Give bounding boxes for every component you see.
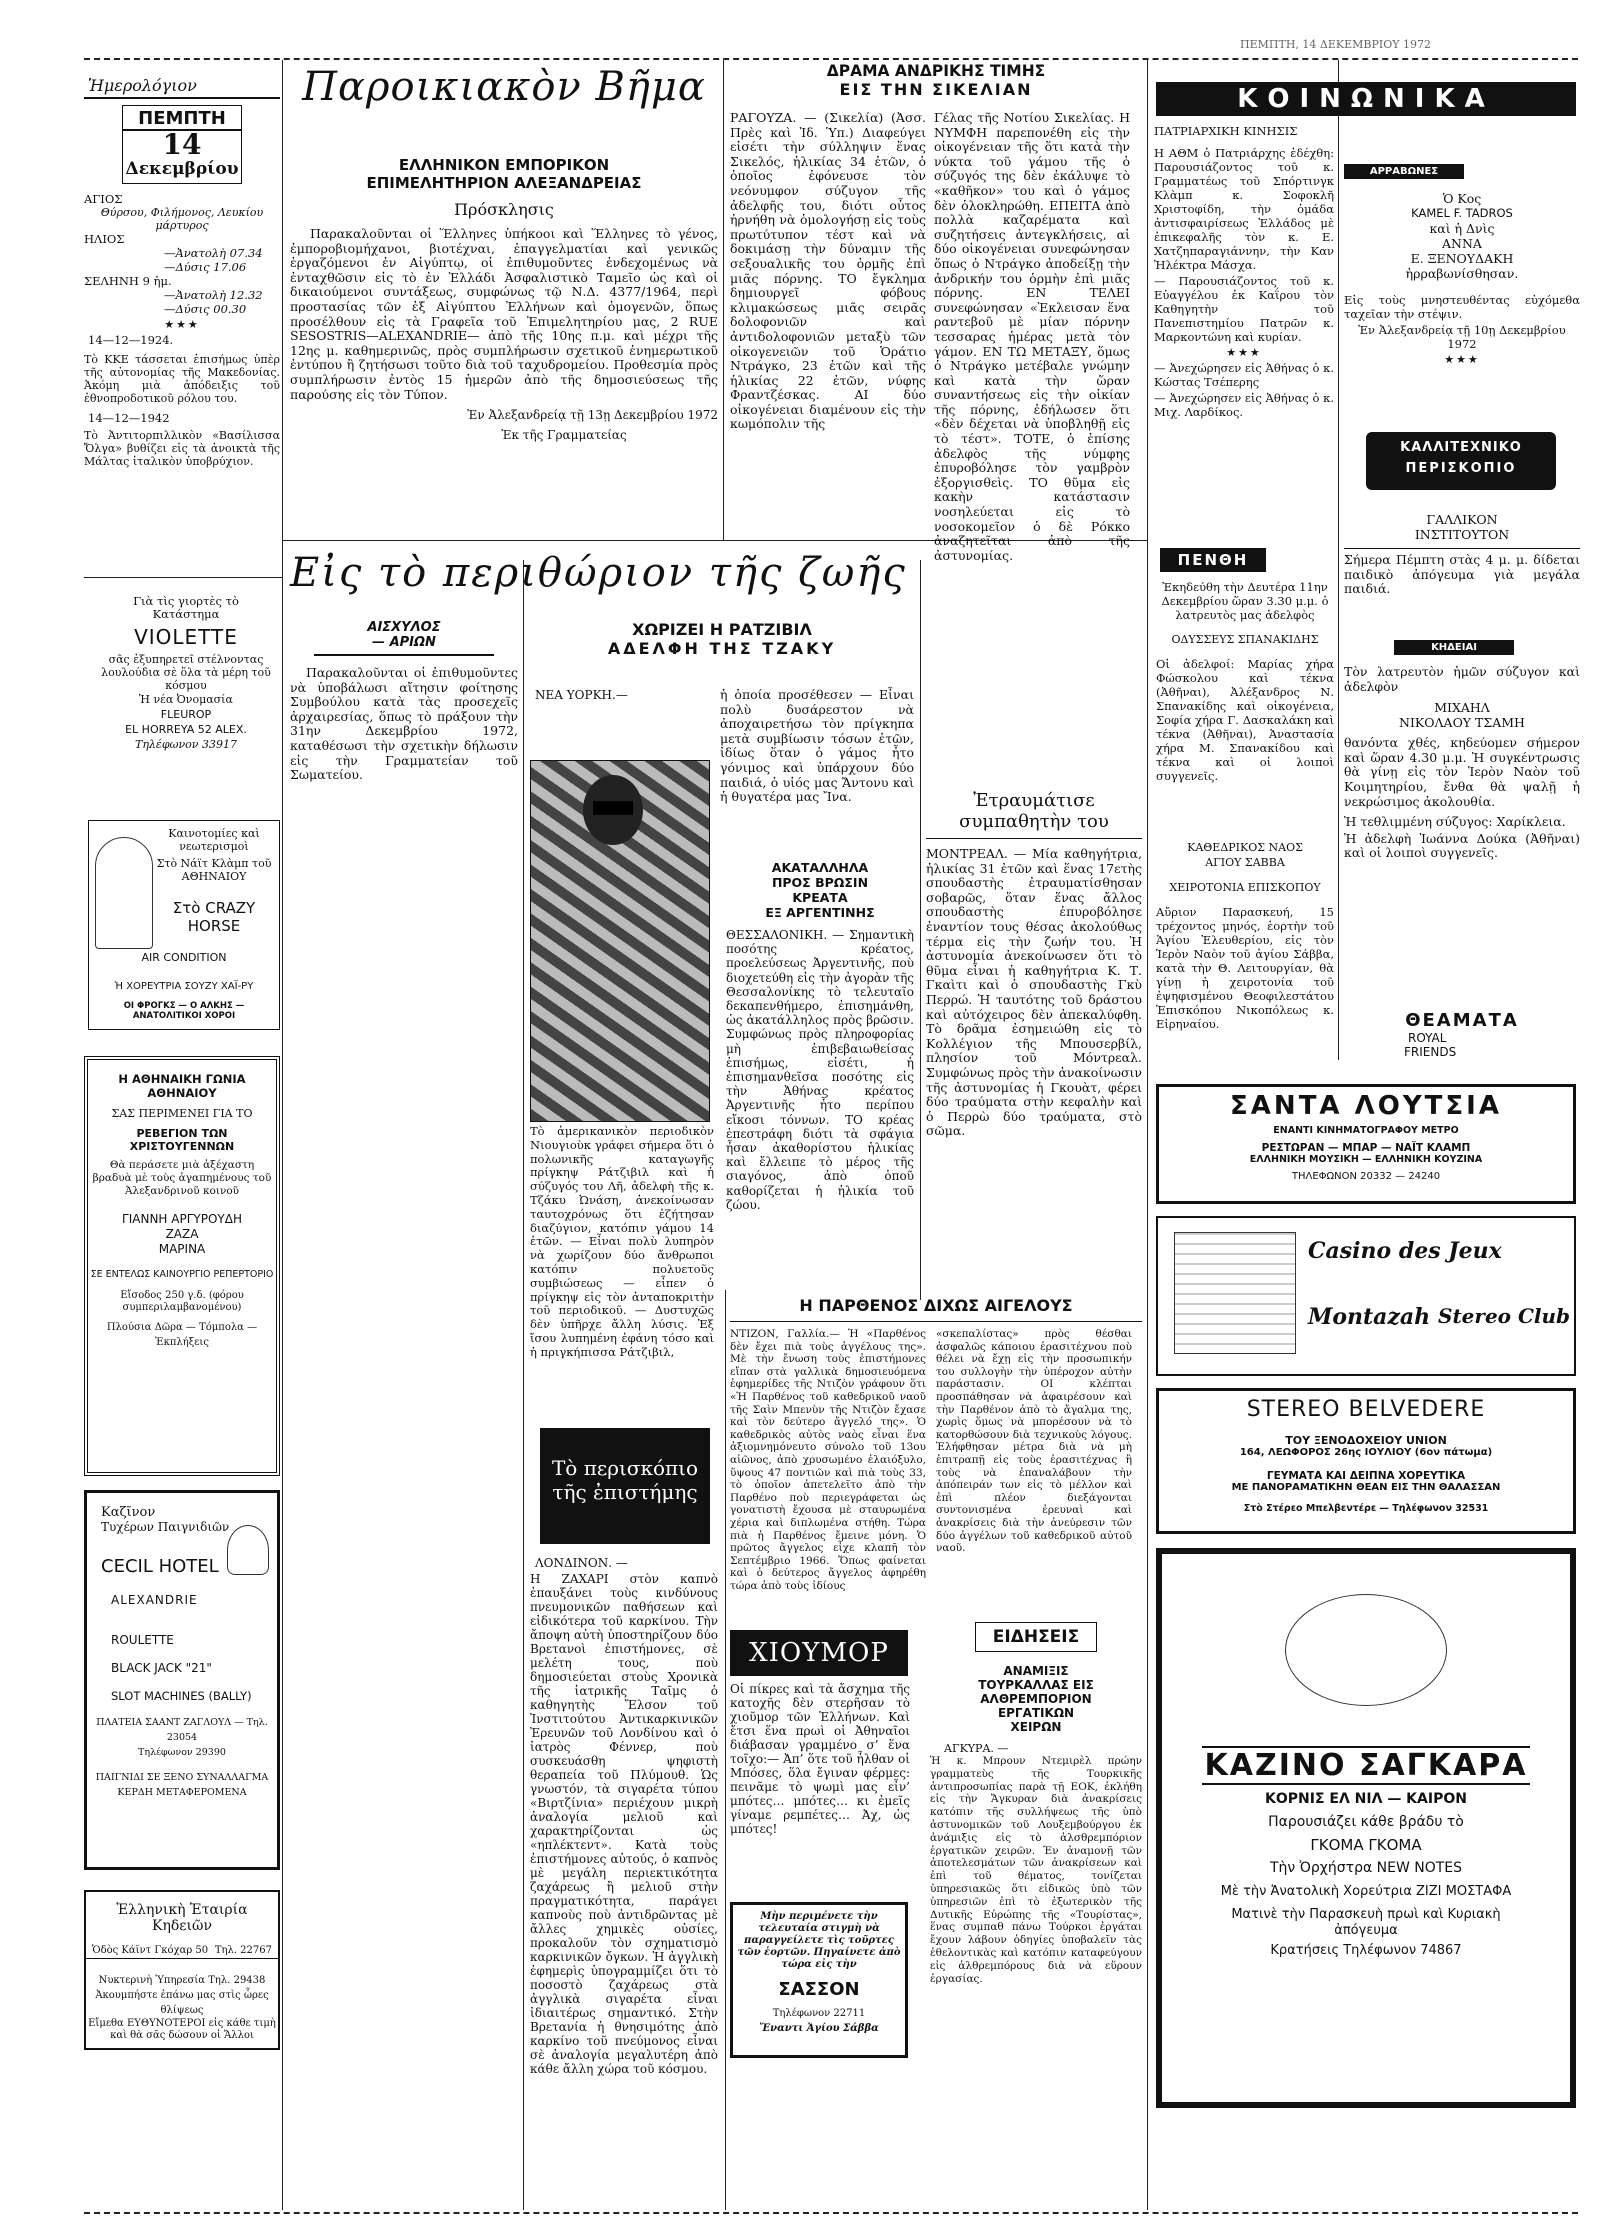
belvedere-l5: Στὸ Στέρεο Μπελβεντέρε — Τηλέφωνον 32531 bbox=[1243, 1503, 1489, 1514]
penthi-p2: Οἱ ἀδελφοί: Μαρίας χήρα Φώσκολου καὶ τέκνα (Ἀθῆναι), Ἀλέξανδρος Ν. Σπανακίδης καὶ οἰκογένεια, Σοφία χήρα Γ. Δασκαλάκη καὶ τέκνα (Ἀθῆναι), Ἀναστασία χήρα Μ. Σπανακίδου καὶ τέκνα καὶ οἱ λοιποὶ συγγενεῖς. bbox=[1156, 657, 1334, 783]
paroikiakon-date: Ἐν Ἀλεξανδρείᾳ τῇ 13ῃ Δεκεμβρίου 1972 bbox=[467, 408, 718, 423]
calendar-text1: Τὸ ΚΚΕ τάσσεται ἐπισήμως ὑπὲρ τῆς αὐτονομίας τῆς Μακεδονίας. Ἀκόμη μιὰ ἀπόδειξις τοῦ ἐθνοπροδοτικοῦ ρόλου του. bbox=[84, 353, 280, 405]
moon-rise: —Ἀνατολὴ 12.32 bbox=[164, 288, 263, 302]
savvas-h1: ΚΑΘΕΔΡΙΚΟΣ ΝΑΟΣ bbox=[1187, 841, 1303, 854]
saint-text: Θύρσου, Φιλήμονος, Λευκίου μάρτυρος bbox=[100, 206, 264, 232]
violette-ad bbox=[96, 595, 276, 795]
calendar-weekday: ΠΕΜΠΤΗ bbox=[123, 108, 241, 131]
arravones-stars: ★★★ bbox=[1444, 353, 1480, 366]
santa-lucia-ad bbox=[1156, 1084, 1576, 1204]
crazy-l3: AIR CONDITION bbox=[141, 951, 227, 964]
arravones-l1: Ὁ Κος bbox=[1442, 191, 1482, 206]
athinaiki-l8: Εἴσοδος 250 γ.δ. (φόρου συμπεριλαμβανομένου) bbox=[120, 1290, 244, 1313]
cecil-l3: CECIL HOTEL bbox=[101, 1556, 219, 1577]
cecil-l11: ΚΕΡΔΗ ΜΕΤΑΦΕΡΟΜΕΝΑ bbox=[117, 1787, 247, 1798]
kideiai-body: θανόντα χθές, κηδεύομεν σήμερον καὶ ὥραν 4.30 μ.μ. Ἡ συγκέντρωσις θὰ γίνῃ εἰς τὸν Ἱερὸν Ναὸν τοῦ Κοιμητηρίου, ἔνθα θὰ ψαλῇ ἡ νεκρώσιμος ἀκολουθία. bbox=[1344, 735, 1580, 809]
kideiai-l1: Τὸν λατρευτὸν ἡμῶν σύζυγον καὶ ἀδελφὸν bbox=[1344, 664, 1580, 694]
horse-illustration bbox=[95, 837, 153, 949]
periskopio-l2: τῆς ἐπιστήμης bbox=[552, 1480, 698, 1504]
etraumatise-article bbox=[926, 790, 1142, 1290]
sasson-l2: Τηλέφωνον 22711 bbox=[772, 2008, 866, 2019]
periskopio-l1: Τὸ περισκόπιο bbox=[551, 1456, 699, 1480]
arravones-l3: καὶ ἡ Δνὶς bbox=[1429, 221, 1495, 236]
theamata-l2: FRIENDS bbox=[1404, 1045, 1457, 1059]
crazy-name: Στὸ CRAZY HORSE bbox=[172, 899, 256, 935]
arravones-l8: Ἐν Ἀλεξανδρείᾳ τῇ 10ῃ Δεκεμβρίου 1972 bbox=[1358, 323, 1566, 351]
periskopio-box bbox=[540, 1428, 710, 1544]
radziwill-h2: ΑΔΕΛΦΗ ΤΗΣ ΤΖΑΚΥ bbox=[607, 639, 837, 658]
kallitexniko-l3: ΓΑΛΛΙΚΟΝ bbox=[1426, 512, 1498, 527]
arravones-col bbox=[1344, 164, 1580, 464]
athinaiki-title: Η ΑΘΗΝΑΙΚΗ ΓΩΝΙΑ ΑΘΗΝΑΙΟΥ bbox=[118, 1072, 246, 1100]
arravones-l4: ΑΝΝΑ bbox=[1442, 236, 1482, 251]
kideiai-l3: Ἡ ἀδελφὴ Ἰωάννα Δούκα (Ἀθῆναι) καὶ οἱ λοιποὶ συγγενεῖς. bbox=[1344, 830, 1580, 861]
parthenos-title: Η ΠΑΡΘΕΝΟΣ ΔΙΧΩΣ ΑΙΓΕΛΟΥΣ bbox=[730, 1296, 1142, 1322]
sagkara-l1: ΚΟΡΝΙΣ ΕΛ ΝΙΛ — ΚΑΙΡΟΝ bbox=[1265, 1791, 1467, 1807]
penthi-col bbox=[1156, 580, 1334, 820]
violette-l2: σᾶς ἐξυπηρετεῖ στέλνοντας λουλούδια σὲ ὅλα τὰ μέρη τοῦ κόσμου bbox=[101, 653, 271, 692]
violette-l6: Τηλέφωνον 33917 bbox=[135, 738, 237, 751]
belvedere-l1: ΤΟΥ ΞΕΝΟΔΟΧΕΙΟΥ UNION bbox=[1285, 1434, 1447, 1447]
athinaiki-l3: Θὰ περάσετε μιὰ ἀξέχαστη βραδυὰ μὲ τοὺς ἀγαπημένους τοῦ Ἀλεξανδρινοῦ κοινοῦ bbox=[92, 1159, 272, 1197]
crazy-horse-ad bbox=[88, 820, 280, 1030]
violette-l5: EL HORREYA 52 ALEX. bbox=[125, 723, 247, 736]
athinaiki-ad bbox=[84, 1056, 280, 1476]
kallitexniko-body: Σήμερα Πέμπτη στὰς 4 μ. μ. δίδεται παιδικὸ ἀπόγευμα γιὰ μεγάλα παιδιά. bbox=[1344, 552, 1580, 597]
belvedere-ad bbox=[1156, 1388, 1576, 1534]
belvedere-l2: 164, ΛΕΩΦΟΡΟΣ 26ης ΙΟΥΛΙΟΥ (6ον πάτωμα) bbox=[1239, 1447, 1493, 1458]
athinaiki-l6: ΜΑΡΙΝΑ bbox=[158, 1242, 206, 1256]
aischylos-article bbox=[290, 620, 518, 810]
aischylos-body: Παρακαλοῦνται οἱ ἐπιθυμοῦντες νὰ ὑποβάλωσι αἴτησιν φοίτησης Συμβούλου κατὰ τὰς προσεχεῖς ἀρχαιρεσίας, ὅπως τὸ πράξουν τὴν 31ην Δεκεμβρίου 1972, καταθέσωσι τὴν σχετικὴν δήλωσιν εἰς τὴν Γραμματείαν τοῦ Σωματείου. bbox=[290, 665, 518, 783]
cecil-l1: Καζῖνον bbox=[101, 1505, 156, 1520]
paroikiakon-h2: ΕΠΙΜΕΛΗΤΗΡΙΟΝ ΑΛΕΞΑΝΔΡΕΙΑΣ bbox=[366, 174, 642, 192]
sun-rise: —Ἀνατολὴ 07.34 bbox=[164, 246, 263, 260]
koinonika-p1: Η ΑΘΜ ὁ Πατριάρχης ἐδέχθη: Παρουσιάζοντος τοῦ κ. Γραμματέως τοῦ Σπόρτινγκ Κλὰμπ κ. Σοφοκλῆ Χριστοφίδη, τὴν ὁμάδα ἀντισφαιρίσεως Ἑλλάδος μὲ ἐπικεφαλῆς τὸν κ. Ε. Χατζηπαραγιάννην, τὴν Καν Ἠλέκτρα Μάσχα. bbox=[1154, 146, 1334, 272]
flower-emblem-icon bbox=[227, 1525, 269, 1575]
sagkara-l3: ΓΚΟΜΑ ΓΚΟΜΑ bbox=[1310, 1836, 1422, 1854]
saint-label: ΑΓΙΟΣ bbox=[84, 192, 123, 206]
kreata-h3: ΚΡΕΑΤΑ bbox=[792, 890, 848, 905]
crazy-l5: ΟΙ ΦΡΟΓΚΣ — Ο ΑΛΚΗΣ — ΑΝΑΤΟΛΙΤΙΚΟΙ ΧΟΡΟΙ bbox=[123, 1001, 245, 1021]
periskopio-body: Η ΖΑΧΑΡΙ στὸν καπνὸ ἐπαυξάνει τοὺς κινδύνους πνευμονικῶν παθήσεων καὶ εἰδικότερα τοῦ καρκίνου. Τὴν ἄποψη αὐτὴ ὑποστηρίζουν δύο Βρετανοὶ ἐπιστήμονες, σὲ μελέτη τους, ποὺ δημοσιεύεται στοὺς Χρονικὰ τῆς ἰατρικῆς Ταῖμς ὁ καθηγητὴς Ἔλσον τοῦ Ἰνστιτούτου Ἀντικαρκινικῶν Ἐρευνῶν τοῦ Λονδίνου καὶ ὁ ἰατρὸς Φέννερ, ποὺ συσκευάσθη ψηφιστὴ θεραπεία τοῦ Πλύμουθ. Ὡς γνωστόν, τὰ σιγαρέτα τύπου «Βιρτζίνια» περιέχουν μικρὴ ἀναλογία μελιοῦ καὶ χαρακτηρίζονται ὡς «ηπλέκτεντ». Κατὰ τοὺς ἐπιστήμονες αὐτούς, ὁ καπνὸς μὲ μεγάλη περιεκτικότητα ζαχάρεως ἢ μελιοῦ στὴν πραγματικότητα, παράγει καπνοὺς ποὺ ἀντιδρῶντας μὲ ἄλλες χημικὲς οὐσίες, προκαλοῦν τὸν σχηματισμὸ καρκινικῶν ὄγκων. Ἡ ἀγγλικὴ ἐφημερὶς ὑπογραμμίζει ὅτι τὸ ποσοστὸ ζαχάρεως στὰ ἀγγλικὰ σιγαρέτα εἶναι ἰδιαιτέρως σημαντικό. Στὴν Βρετανία ἡ θνησιμότης ἀπὸ καρκίνο τοῦ πνεύμονος εἶναι σὲ ἀναλογία μεγαλυτέρη ἀπὸ κάθε ἄλλη χώρα τοῦ κόσμου. bbox=[530, 1572, 718, 2076]
paroikiakon-h1: ΕΛΛΗΝΙΚΟΝ ΕΜΠΟΡΙΚΟΝ bbox=[398, 156, 610, 174]
humor-title: ΧΙΟΥΜΟΡ bbox=[730, 1630, 908, 1676]
sasson-name: ΣΑΣΣΟΝ bbox=[778, 1979, 860, 2000]
belvedere-l3: ΓΕΥΜΑΤΑ ΚΑΙ ΔΕΙΠΝΑ ΧΟΡΕΥΤΙΚΑ bbox=[1266, 1470, 1466, 1482]
athinaiki-l9: Πλούσια Δῶρα — Τόμπολα — Ἐκπλήξεις bbox=[106, 1322, 258, 1348]
stars-divider: ★★★ bbox=[164, 318, 200, 331]
kideion-tel: Τηλ. 22767 bbox=[214, 1945, 272, 1956]
kideiai-l2: Ἡ τεθλιμμένη σύζυγος: Χαρίκλεια. bbox=[1344, 814, 1566, 830]
cecil-l10: ΠΑΙΓΝΙΔΙ ΣΕ ΞΕΝΟ ΣΥΝΑΛΛΑΓΜΑ bbox=[95, 1772, 269, 1783]
humor-body: Οἱ πίκρες καὶ τὰ ἄσχημα τῆς κατοχῆς δὲν στερῆσαν τὸ χιοῦμορ τῶν Ἑλλήνων. Καὶ ἔτσι ἕνα πρωὶ οἱ Ἀθηναῖοι διάβασαν γραμμένο σ’ ἕνα τοῖχο:— Ἀπ’ ὅτε τοῦ ἦλθαν οἱ Μπόσες, ὅλα ἔγιναν φέρμες: πεινᾶμε τὸ ψωμὶ μας εἶν’ μπότες… μπότες… κι ἐμεῖς γίναμε ρεμπέτες… Ἀχ, ὡς μπότες! bbox=[730, 1682, 910, 1836]
sagkara-l7: Κρατήσεις Τηλέφωνον 74867 bbox=[1270, 1943, 1462, 1958]
calendar-header: Ἡμερολόγιον bbox=[84, 62, 280, 99]
cecil-l5: ROULETTE bbox=[111, 1633, 174, 1647]
casino-jeux-ad bbox=[1156, 1216, 1576, 1376]
arravones-l2: KAMEL F. TADROS bbox=[1411, 206, 1513, 220]
santa-l2: ΡΕΣΤΩΡΑΝ — ΜΠΑΡ — ΝΑΪΤ ΚΛΑΜΠ bbox=[1261, 1142, 1471, 1154]
violette-name: VIOLETTE bbox=[134, 625, 238, 649]
koinonika-h1: ΠΑΤΡΙΑΡΧΙΚΗ ΚΙΝΗΣΙΣ bbox=[1154, 124, 1298, 138]
radziwill-h1: ΧΩΡΙΖΕΙ Η ΡΑΤΖΙΒΙΛ bbox=[632, 620, 812, 639]
koinonika-stars: ★★★ bbox=[1226, 346, 1262, 359]
athinaiki-l5: ΖΑΖΑ bbox=[165, 1227, 199, 1241]
parthenos-article bbox=[730, 1296, 1142, 1592]
sagkara-title: ΚΑΖΙΝΟ ΣΑΓΚΑΡΑ bbox=[1202, 1746, 1530, 1785]
koinonika-p3: — Ἀνεχώρησεν εἰς Ἀθήνας ὁ κ. Κώστας Τσέπερης bbox=[1154, 361, 1334, 389]
savvas-h2: ΑΓΙΟΥ ΣΑΒΒΑ bbox=[1205, 856, 1285, 869]
calendar-month: Δεκεμβρίου bbox=[125, 159, 239, 179]
kideion-l1: Νυκτερινὴ Ὑπηρεσία Τηλ. 29438 bbox=[98, 1975, 266, 1986]
violette-l3: Ἡ νέα Ὀνομασία bbox=[139, 693, 233, 706]
penthi-name: ΟΔΥΣΣΕΥΣ ΣΠΑΝΑΚΙΔΗΣ bbox=[1171, 633, 1319, 646]
radziwill-photo bbox=[530, 760, 710, 1122]
eidiseis-dateline: ΑΓΚΥΡΑ. — bbox=[944, 1742, 1009, 1755]
eidiseis-h1: ΑΝΑΜΙΞΙΣ bbox=[1003, 1664, 1069, 1678]
koinonika-p4: — Ἀνεχώρησεν εἰς Ἀθήνας ὁ κ. Μιχ. Λαρδίκος. bbox=[1154, 391, 1334, 419]
theamata-title: ΘΕΑΜΑΤΑ bbox=[1405, 1010, 1519, 1031]
kallitexniko-banner bbox=[1366, 432, 1556, 490]
paroikiakon-section bbox=[290, 64, 718, 538]
crazy-l2: Στὸ Νάϊτ Κλὰμπ τοῦ ΑΘΗΝΑΙΟΥ bbox=[156, 857, 272, 883]
kreata-body: ΘΕΣΣΑΛΟΝΙΚΗ. — Σημαντικὴ ποσότης κρέατος, προελεύσεως Ἀργεντινῆς, ποὺ διοχετεύθη εἰς τὴν ἀγορὰν τῆς Θεσσαλονίκης τὸ τελευταῖο δεκαπενθήμερο, ἐπισημάνθη, ὡς ἀκατάλληλος πρὸς βρῶσιν. Συμφώνως πρὸς πληροφορίας μὴ ἐπιβεβαιωθείσας ἐπισήμως, εἰσέτι, ἡ ἐπισημανθεῖσα ποσότης εἰς τὴν Ἀθήνας κρέατος Ἀργεντινῆς ἦτο περίπου εἴκοσι τόννων. ΤΟ κρέας ἐπεστράφη διότι τὰ σφάγια ἦσαν ἀκαθορίστου ἡλικίας καὶ ἔλλειπε τὸ μέρος τῆς σιαγόνος, ἀπὸ ὁποῦ καθορίζεται ἡ ἡλικία τοῦ ζώου. bbox=[726, 928, 914, 1212]
cecil-ad bbox=[84, 1490, 280, 1870]
kreata-h4: ΕΞ ΑΡΓΕΝΤΙΝΗΣ bbox=[765, 905, 875, 920]
radziwill-right: ἡ ὁποία προσέθεσεν — Εἶναι πολὺ δυσάρεστον νὰ ἀποχαιρετήσω τὸν πρίγκηπα μετὰ συμβίωσιν τόσων ἐτῶν, ἰδίως ὅταν ὁ γάμος ἦτο γόνιμος καὶ ὑπάρχουν δύο παιδιά, ὁ υἱός μας Ἄντονυ καὶ ἡ θυγατέρα μας Ἴνα. bbox=[720, 687, 914, 805]
paroikiakon-h3: Πρόσκλησις bbox=[454, 200, 554, 219]
periodorio-title: Εἰς τὸ περιθώριον τῆς ζωῆς bbox=[290, 550, 907, 596]
athinaiki-l4: ΓΙΑΝΝΗ ΑΡΓΥΡΟΥΔΗ bbox=[122, 1212, 242, 1226]
moon-set: —Δύσις 00.30 bbox=[164, 302, 247, 316]
sasson-l3: Ἔναντι Ἁγίου Σάββα bbox=[759, 2023, 879, 2034]
sagkara-logo-icon bbox=[1285, 1594, 1447, 1706]
koinonika-col bbox=[1154, 124, 1334, 544]
eidiseis-h5: ΧΕΙΡΩΝ bbox=[1010, 1720, 1062, 1734]
paroikiakon-title: Παροικιακὸν Βῆμα bbox=[302, 64, 706, 110]
kallitexniko-l1: ΚΑΛΛΙΤΕΧΝΙΚΟ bbox=[1400, 440, 1522, 455]
palace-illustration bbox=[1174, 1232, 1296, 1354]
cecil-l2: Τυχέρων Παιγνιδιῶν bbox=[101, 1520, 230, 1534]
kideiai-name2: ΝΙΚΟΛΑΟΥ ΤΣΑΜΗ bbox=[1399, 715, 1525, 731]
etraumatise-body: ΜΟΝΤΡΕΑΛ. — Μία καθηγήτρια, ἡλικίας 31 ἐτῶν καὶ ἕνας 17ετὴς σπουδαστὴς ἐτραυματίσθησαν σοβαρῶς, ὅταν ἕνας ἄλλος σπουδαστὴς ἐπυροβόλησε ἐναντίον τους θέσας ἀκολούθως τέρμα εἰς τὴν ζωήν του. Ἡ ἀστυνομία ἀνεκοίνωσεν ὅτι τὸ θῦμα εἶναι ἡ καθηγήτρια Κ. Τ. Γκαὶτι καὶ ὁ σπουδαστὴς Γκὺ Περρώ. Ἡ ταυτότης τοῦ δράστου καὶ αὐτόχειρος δὲν ἀπεκαλύφθη. Τὸ δρᾶμα ἐσημειώθη εἰς τὸ Κολλέγιον τῆς Μπουσερβίλ, πλησίον τοῦ Μόντρεαλ. Συμφώνως πρὸς τὴν ἀνακοίνωσιν τῆς ἀστυνομίας ἡ Γκουὰτ, φέρει δύο τραύματα στὴν κεφαλὴν καὶ ὁ Περρὼ δύο τραύματα, στὸ σῶμα. bbox=[926, 846, 1142, 1139]
calendar bbox=[84, 62, 280, 572]
arravones-l5: Ε. ΞΕΝΟΥΔΑΚΗ bbox=[1410, 251, 1514, 266]
santa-title: ΣΑΝΤΑ ΛΟΥΤΣΙΑ bbox=[1230, 1091, 1502, 1121]
santa-l1: ΕΝΑΝΤΙ ΚΙΝΗΜΑΤΟΓΡΑΦΟΥ ΜΕΤΡΟ bbox=[1273, 1125, 1459, 1136]
sagkara-ad bbox=[1156, 1548, 1576, 2108]
moon-label: ΣΕΛΗΝΗ 9 ἡμ. bbox=[84, 274, 172, 288]
koinonika-title: ΚΟΙΝΩΝΙΚΑ bbox=[1156, 82, 1576, 116]
drama-h1: ΔΡΑΜΑ ΑΝΔΡΙΚΗΣ ΤΙΜΗΣ bbox=[826, 62, 1046, 80]
theamata-l1: ROYAL bbox=[1408, 1031, 1447, 1045]
theamata-col bbox=[1344, 1010, 1580, 1090]
eidiseis-h3: ΑΛΘΡΕΜΠΟΡΙΟΝ bbox=[980, 1692, 1092, 1706]
kreata-article bbox=[726, 860, 914, 1280]
belvedere-l4: ΜΕ ΠΑΝΟΡΑΜΑΤΙΚΗΝ ΘΕΑΝ ΕΙΣ ΤΗΝ ΘΑΛΑΣΣΑΝ bbox=[1231, 1482, 1501, 1493]
sun-label: ΗΛΙΟΣ bbox=[84, 232, 125, 246]
sasson-l1: Μὴν περιμένετε τὴν τελευταία στιγμὴ νὰ παραγγείλετε τὶς τοῦρτες τῶν ἑορτῶν. Πηγαίνετε ἀπὸ τώρα εἰς τὴν bbox=[737, 1911, 901, 1970]
kreata-h2: ΠΡΟΣ ΒΡΩΣΙΝ bbox=[771, 875, 869, 890]
sagkara-l5: Μὲ τὴν Ἀνατολικὴ Χορεύτρια ΖΙΖΙ ΜΟΣΤΑΦΑ bbox=[1220, 1884, 1512, 1899]
eidiseis-title: ΕΙΔΗΣΕΙΣ bbox=[975, 1622, 1097, 1652]
parthenos-left: ΝΤΙΖΟΝ, Γαλλία.— Ἡ «Παρθένος δὲν ἔχει πιὰ τοὺς ἀγγέλους της». Μὲ τὴν ἔνωση τοὺς ἐπιστήμονες εἴπαν στὰ γαλλικὰ δημοσιευόμενα ἐφημερίδες τῆς Ντιζὸν γράφουν ὅτι «Ἡ Παρθένος τοῦ καθεδρικοῦ ναοῦ τῆς Σαὶν Μπενὺν τῆς Ντιζὸν ἔχασε καὶ τὸν δεύτερο ἄγγελό της». Ὁ καθεδρικὸς αὐτὸς ναὸς εἶναι ἕνα ἀξιομνημόνευτο σύνολο τοῦ 13ου αἰῶνος, ἀπὸ χρυσωμένο ἐλαιόξυλο, ὕψους 47 ποντιῶν καὶ πιὰ τοὺς 33, τὸ ὁποῖον ἀπετελεῖτο ἀπὸ τὴν Παρθένο ποὺ περιεγράφεται ὡς γονατιστὴ ἔχουσα μὲ σταυρωμένα χέρια καὶ διπλωμένα στήθη. Τώρα πιὰ ἡ Παρθένος ἔμεινε μόνη. Ὁ πρῶτος ἄγγελος εἶχε κλαπῆ τὸν Σεπτέμβριο 1966. Ὅπως φαίνεται καὶ ὁ δεύτερος ἄγγελος ἀφηρέθη τώρα ἀπὸ τοὺς ἰδίους bbox=[730, 1328, 926, 1592]
santa-l4: ΤΗΛΕΦΩΝΟΝ 20332 — 24240 bbox=[1291, 1171, 1441, 1182]
drama-h2: ΕΙΣ ΤΗΝ ΣΙΚΕΛΙΑΝ bbox=[839, 80, 1033, 99]
drama-col1: ΡΑΓΟΥΖΑ. — (Σικελία) (Ἀσσ. Πρὲς καὶ Ἰδ. Ὑπ.) Διαφεύγει εἰσέτι τὴν σύλληψιν ἕνας Σικελός, ἡλικίας 34 ἐτῶν, ὁ ὁποῖος ἐφόνευσε τὸν νεόνυμφον σύζυγον τῆς ἀδελφῆς του, διότι οὗτος ἠρνήθη νὰ ὁμολογήσῃ εἰς τοὺς πρωτύτυπον τέστ καὶ νὰ δοκιμάσῃ τὴν δύναμιν τῆς σεξουαλικῆς του ὁρμῆς ἐπὶ μιᾶς πόρνης. ΤΟ ἔγκλημα δημιουργεῖ φόβους κλιμακώσεως μιᾶς σειρᾶς δολοφονιῶν καὶ ἀντιδολοφονιῶν μεταξὺ τῶν οἰκογενειῶν τοῦ Ὁράτιο Ντράγκο, 23 ἐτῶν καὶ τῆς ἡλικίας 22 ἐτῶν, νύφης Φραντζέσκας. ΑΙ δύο οἰκογένειαι διαμένουν εἰς τὴν κωμόπολιν τῆς bbox=[730, 110, 926, 432]
sun-set: —Δύσις 17.06 bbox=[164, 260, 247, 274]
savvas-h3: ΧΕΙΡΟΤΟΝΙΑ ΕΠΙΣΚΟΠΟΥ bbox=[1169, 881, 1321, 894]
paroikiakon-sig: Ἐκ τῆς Γραμματείας bbox=[501, 428, 627, 443]
crazy-l1: Καινοτομίες καὶ νεωτερισμοὶ bbox=[168, 827, 260, 853]
violette-l4: FLEUROP bbox=[160, 708, 212, 721]
calendar-date2: 14—12—1942 bbox=[88, 411, 170, 425]
crazy-l4: Ἡ ΧΟΡΕΥΤΡΙΑ ΣΟΥΖΥ ΧΑΪ-ΡΥ bbox=[114, 981, 254, 992]
eidiseis-h4: ΕΡΓΑΤΙΚΩΝ bbox=[997, 1706, 1075, 1720]
drama-col2: Γέλας τῆς Νοτίου Σικελίας. Η ΝΥΜΦΗ παρεπονέθη εἰς τὴν οἰκογένειαν τῆς ὅτι κατὰ τὴν νύκτα τοῦ γάμου τῆς ὁ σύζυγός της δὲν ἐκάλυψε τὸ «καθῆκον» του καὶ ὁ γάμος δὲν ὁλοκληρώθη. ΕΠΕΙΤΑ ἀπὸ πολλὰ καζαρέματα καὶ συζητήσεις ἀντεγκλήσεις, αἱ δύο οἰκογένειαι συνεφώνησαν ὅπως ὁ Ντράγκο ἀποδείξῃ τὴν ἀνδρικήν του ὁρμὴν ἐπὶ μιᾶς πόρνης. ΕΝ ΤΕΛΕΙ συνεφώνησαν «Ἐκλεισαν ἕνα ραντεβοῦ μὲ μίαν πόρνην τεσσαρας ἡμέρας μετὰ τὸν γάμον. ΕΝ ΤΩ ΜΕΤΑΞΥ, ὅμως ὁ Ντράγκο μετέβαλε γνώμην καὶ κατὰ τὴν ὥραν συναντήσεως εἰς τὴν οἰκίαν τῆς πόρνης, ἐδήλωσεν ὅτι «δὲν δέχεται νὰ ὑποβληθῇ εἰς τὸ τέστ». ΤΟΤΕ, ὁ ἐπίσης ἀδελφὸς τῆς νύμφης ἐπυροβόλησε τὸν γαμβρὸν ἐξοργισθεὶς. ΤΟ θῦμα εἰς κακὴν κατάστασιν νοσηλεύεται εἰς τὸ νοσοκομεῖον ὁ δὲ Ρόκκο ἀναζητεῖται ἀπὸ τῆς ἀστυνομίας. bbox=[934, 110, 1130, 563]
periskopio-dateline: ΛΟΝΔΙΝΟΝ. — bbox=[535, 1556, 628, 1570]
penthi-p1: Ἐκηδεύθη τὴν Δευτέρα 11ην Δεκεμβρίου ὥραν 3.30 μ.μ. ὁ λατρευτὸς μας ἀδελφὸς bbox=[1161, 580, 1329, 622]
aischylos-h1: ΑΙΣΧΥΛΟΣ bbox=[367, 620, 441, 635]
casino-l1: Casino des Jeux bbox=[1308, 1238, 1502, 1264]
sagkara-l2: Παρουσιάζει κάθε βράδυ τὸ bbox=[1268, 1814, 1464, 1830]
cecil-l9: Τηλέφωνον 29390 bbox=[138, 1747, 226, 1758]
parthenos-right: «σκεπαλίστας» πρὸς θέσθαι ἀσφαλῶς κάποιου ἐρασιτέχνου ποὺ θέλει νὰ ἔχῃ εἰς τὴν προσωπικήν του συλλογὴν τὴν ὑπέροχον αὐτὴν παράστασιν. ΟΙ κλέπται προσπάθησαν νὰ ἀφαιρέσουν καὶ τὴν Παρθένον ἀπὸ τὸ ἄγαλμα της, χωρὶς ὅμως νὰ μπορέσουν νὰ τὸ κατορθώσουν διὰ τεχνικοὺς λόγους. Ἐλήφθησαν μέτρα διὰ νὰ μὴ ἐπιτραπῇ εἰς τοὺς ἐρασιτέχνας ἢ τοὺς νὰ ἐπαναλάβουν τὴν ἀπόπειράν των εἰς τὸ μέλλον καὶ ἐπὶ πλέον διεξάγονται συντονισμένα ἐρευναὶ καὶ ἀνακρίσεις διὰ τὴν ἀνεύρεσιν τῶν δύο ἀγγέλων τοῦ καθεδρικοῦ αὐτοῦ ναοῦ. bbox=[936, 1328, 1132, 1555]
kideion-addr: Ὁδὸς Κάϊντ Γκόχαρ 50 bbox=[92, 1945, 209, 1956]
etraumatise-h2: συμπαθητὴν του bbox=[926, 811, 1142, 839]
periodorio-banner bbox=[290, 544, 920, 614]
arravones-label: ΑΡΡΑΒΩΝΕΣ bbox=[1344, 164, 1464, 179]
kallitexniko-l4: ΙΝΣΤΙΤΟΥΤΟΝ bbox=[1344, 527, 1580, 549]
radziwill-left: Τὸ ἀμερικανικὸν περιοδικὸν Νιουγιοὺκ γράφει σήμερα ὅτι ὁ πολωνικῆς καταγωγῆς πρίγκηψ Ράτζιβιλ καὶ ἡ σύζυγός του Λῆ, ἀδελφὴ τῆς κ. Τζάκυ Ὠνάση, ἀνεκοίνωσαν ταυτοχρόνως ὅτι ἐζήτησαν διαζύγιον, κατόπιν γάμου 14 ἐτῶν. — Εἶναι πολὺ λυπηρὸν νὰ χωρίζουν δύο ἄνθρωποι κατόπιν πολυετοῦς συμβιώσεως — εἶπεν ὁ πρίγκηψ εἰς τὸν ἀνταποκριτὴν τοῦ περιοδικοῦ. — Δυστυχῶς δὲν ὑπῆρχε ἄλλη λύσις. Ἐξ ἴσου λυπημένη ἐφάνη τόσο καὶ ἡ πριγκήπισσα Ράτζιβιλ, bbox=[530, 1124, 714, 1359]
kideion-l3: Εἴμεθα ΕΥΘΥΝΟΤΕΡΟΙ εἰς κάθε τιμὴ καὶ θὰ σᾶς δώσουν οἱ Ἄλλοι bbox=[88, 2018, 276, 2041]
cecil-l4: ALEXANDRIE bbox=[111, 1593, 198, 1607]
kideion-title: Ἑλληνικὴ Ἑταιρία Κηδειῶν bbox=[116, 1902, 248, 1934]
calendar-date1: 14—12—1924. bbox=[88, 333, 174, 347]
radziwill-dateline: ΝΕΑ ΥΟΡΚΗ.— bbox=[535, 688, 628, 702]
kideiai-name1: ΜΙΧΑΗΛ bbox=[1434, 700, 1490, 716]
kideiai-label: ΚΗΔΕΙΑΙ bbox=[1394, 640, 1514, 655]
violette-l1: Γιὰ τὶς γιορτὲς τὸ Κατάστημα bbox=[133, 594, 239, 621]
eidiseis-body: Ἡ κ. Μπρουν Ντεμιρὲλ πρώην γραμματεὺς τῆς Τουρκικῆς ἀντιπροσωπίας παρὰ τῇ ΕΟΚ, ἐκλήθη εἰς τὴν Ἄγκυραν διὰ ἀνακρίσεις κατόπιν τῆς συλλήψεως τῆς ὑπὸ ἀστυνομικῶν τοῦ Λουξεμβούργου ἐκ ἀνάμιξις εἰς τὸ ἀλσθρεμπόριον ἐργατικῶν χειρῶν. Ἐν ἀναμονῇ τῶν ἀποτελεσμάτων τῶν ἀνακρίσεων καὶ ἐπὶ τοῦ θέματος, τονίζεται ὑπηρεσιακῶς ὅτι εἰδικῶς ὑπὸ τῶν ὑπηρεσιῶν ἐπὶ τὸ ἐξωτερικὸν τῆς Δυτικῆς Εὐρώπης τῆς «Τουρίστας», ἕνας συμπαθ πάνω Τούρκοι ἐργάται ἔχουν λάβουν ὁδηγίες ὑποβαλεῖν τὰς ἐθελοντικὰς καὶ κατόπιν καταφεύγουν εἰς ἀλθρεμπόρους διὰ νὰ εὕρουν ἐργασίας. bbox=[930, 1755, 1142, 1985]
savvas-body: Αὔριον Παρασκευή, 15 τρέχοντος μηνός, ἑορτὴν τοῦ Ἁγίου Ἐλευθερίου, εἰς τὸν Ἱερὸν Ναὸν τοῦ ἁγίου Σάββα, κατὰ τὴν Θ. Λειτουργίαν, θὰ γίνῃ ἡ χειροτονία τοῦ ἐψηφισμένου Θεοφιλεστάτου Ἐπισκόπου Νικοπόλεως κ. Εἰρηναίου. bbox=[1156, 905, 1334, 1031]
cecil-l7: SLOT MACHINES (BALLY) bbox=[111, 1689, 252, 1703]
cecil-l8: ΠΛΑΤΕΙΑ ΣΑΑΝΤ ΖΑΓΛΟΥΛ — Τηλ. 23054 bbox=[96, 1717, 268, 1743]
santa-l3: ΕΛΛΗΝΙΚΗ ΜΟΥΣΙΚΗ — ΕΛΛΗΝΙΚΗ ΚΟΥΖΙΝΑ bbox=[1249, 1154, 1483, 1165]
cecil-l6: BLACK JACK "21" bbox=[111, 1661, 212, 1675]
kideion-l2: Ἀκουμπήστε ἐπάνω μας στὶς ὧρες θλίψεως bbox=[95, 1990, 269, 2016]
athinaiki-l2: ΡΕΒΕΓΙΟΝ ΤΩΝ ΧΡΙΣΤΟΥΓΕΝΝΩΝ bbox=[129, 1127, 235, 1153]
etraumatise-h1: Ἐτραυμάτισε bbox=[973, 790, 1095, 811]
kreata-h1: ΑΚΑΤΑΛΛΗΛΑ bbox=[771, 860, 869, 875]
casino-l3: Stereo Club bbox=[1438, 1304, 1571, 1328]
masthead-date: ΠΕΜΠΤΗ, 14 ΔΕΚΕΜΒΡΙΟΥ 1972 bbox=[1240, 38, 1431, 51]
casino-l2: Montazah bbox=[1308, 1304, 1431, 1330]
penthi-title: ΠΕΝΘΗ bbox=[1160, 548, 1266, 572]
eidiseis-h2: ΤΟΥΡΚΑΛΛΑΣ ΕΙΣ bbox=[978, 1678, 1094, 1692]
belvedere-title: STEREO BELVEDERE bbox=[1246, 1397, 1486, 1422]
kideiai-col bbox=[1344, 640, 1580, 1040]
paroikiakon-body: Παρακαλοῦνται οἱ Ἕλληνες ὑπήκοοι καὶ Ἕλληνες τὸ γένος, ἐμποροβιομήχανοι, βιοτέχναι, ἐπαγγελματίαι καὶ γενικῶς ἐργαζόμενοι ἐν Αἰγύπτῳ, οἱ ἐπιθυμοῦντες ἐνδεχομένως νὰ ἐνταχθῶσιν εἰς τὸ ἐν Ἑλλάδι Ἀσφαλιστικὸ Ταμεῖο ὡς καὶ οἱ δικαιούμενοι συντάξεως, συμφώνως τῷ Ν.Δ. 4377/1964, περὶ προστασίας τῶν ἐξ Αἰγύπτου Ἑλλήνων καὶ ὁμογενῶν, ὅπως προσέλθουν εἰς τὰ Γραφεῖα τοῦ Ἐπιμελητηρίου μας, 2 RUE SESOSTRIS—ALEXANDRIE— ἀπὸ τῆς 10ης π.μ. καὶ μέχρι τῆς 12ης μ. καθημερινῶς, πρὸς συμπλήρωσιν σχετικοῦ ἐνημερωτικοῦ ἐντύπου ἢ ζητήσωσι τοῦτο διὰ τοῦ ταχυδρομείου. Προθεσμία πρὸς συμπλήρωσιν ἐντὸς 15 ἡμερῶν ἀπὸ τῆς δημοσιεύσεως τῆς παρούσης εἰς τὸν Τύπον. bbox=[290, 226, 718, 402]
aischylos-h2: — ΑΡΙΩΝ bbox=[314, 635, 494, 656]
calendar-day: 14 bbox=[162, 128, 202, 161]
sagkara-l4: Τὴν Ὀρχήστρα NEW NOTES bbox=[1269, 1860, 1463, 1876]
arravones-l7: Εἰς τοὺς μνηστευθέντας εὐχόμεθα ταχεῖαν τὴν στέψιν. bbox=[1344, 293, 1580, 321]
koinonika-p2: — Παρουσιάζοντος τοῦ κ. Εὐαγγέλου ἐκ Καΐρου τὸν Καθηγητὴν τοῦ Πανεπιστημίου Πατρῶν κ. Μαρκοντώνη καὶ κυρίαν. bbox=[1154, 274, 1334, 344]
sagkara-l6: Ματινὲ τὴν Παρασκευὴ πρωὶ καὶ Κυριακὴ ἀπόγευμα bbox=[1231, 1907, 1501, 1938]
savvas-col bbox=[1156, 840, 1334, 1080]
calendar-text2: Τὸ Ἀντιτορπιλλικὸν «Βασίλισσα Ὄλγα» βυθίζει εἰς τὰ ἀνοικτὰ τῆς Μάλτας ἰταλικὸν ὑποβρύχιον. bbox=[84, 429, 280, 468]
athinaiki-l1: ΣΑΣ ΠΕΡΙΜΕΝΕΙ ΓΙΑ ΤΟ bbox=[111, 1107, 253, 1120]
athinaiki-l7: ΣΕ ΕΝΤΕΛΩΣ ΚΑΙΝΟΥΡΓΙΟ ΡΕΠΕΡΤΟΡΙΟ bbox=[90, 1269, 274, 1280]
arravones-l6: ἠρραβωνίσθησαν. bbox=[1405, 266, 1519, 281]
eidiseis-article bbox=[930, 1622, 1142, 2212]
kallitexniko-col bbox=[1344, 512, 1580, 622]
kallitexniko-l2: ΠΕΡΙΣΚΟΠΙΟ bbox=[1405, 461, 1517, 476]
sasson-ad bbox=[730, 1902, 908, 2058]
kideion-ad bbox=[84, 1890, 280, 2050]
